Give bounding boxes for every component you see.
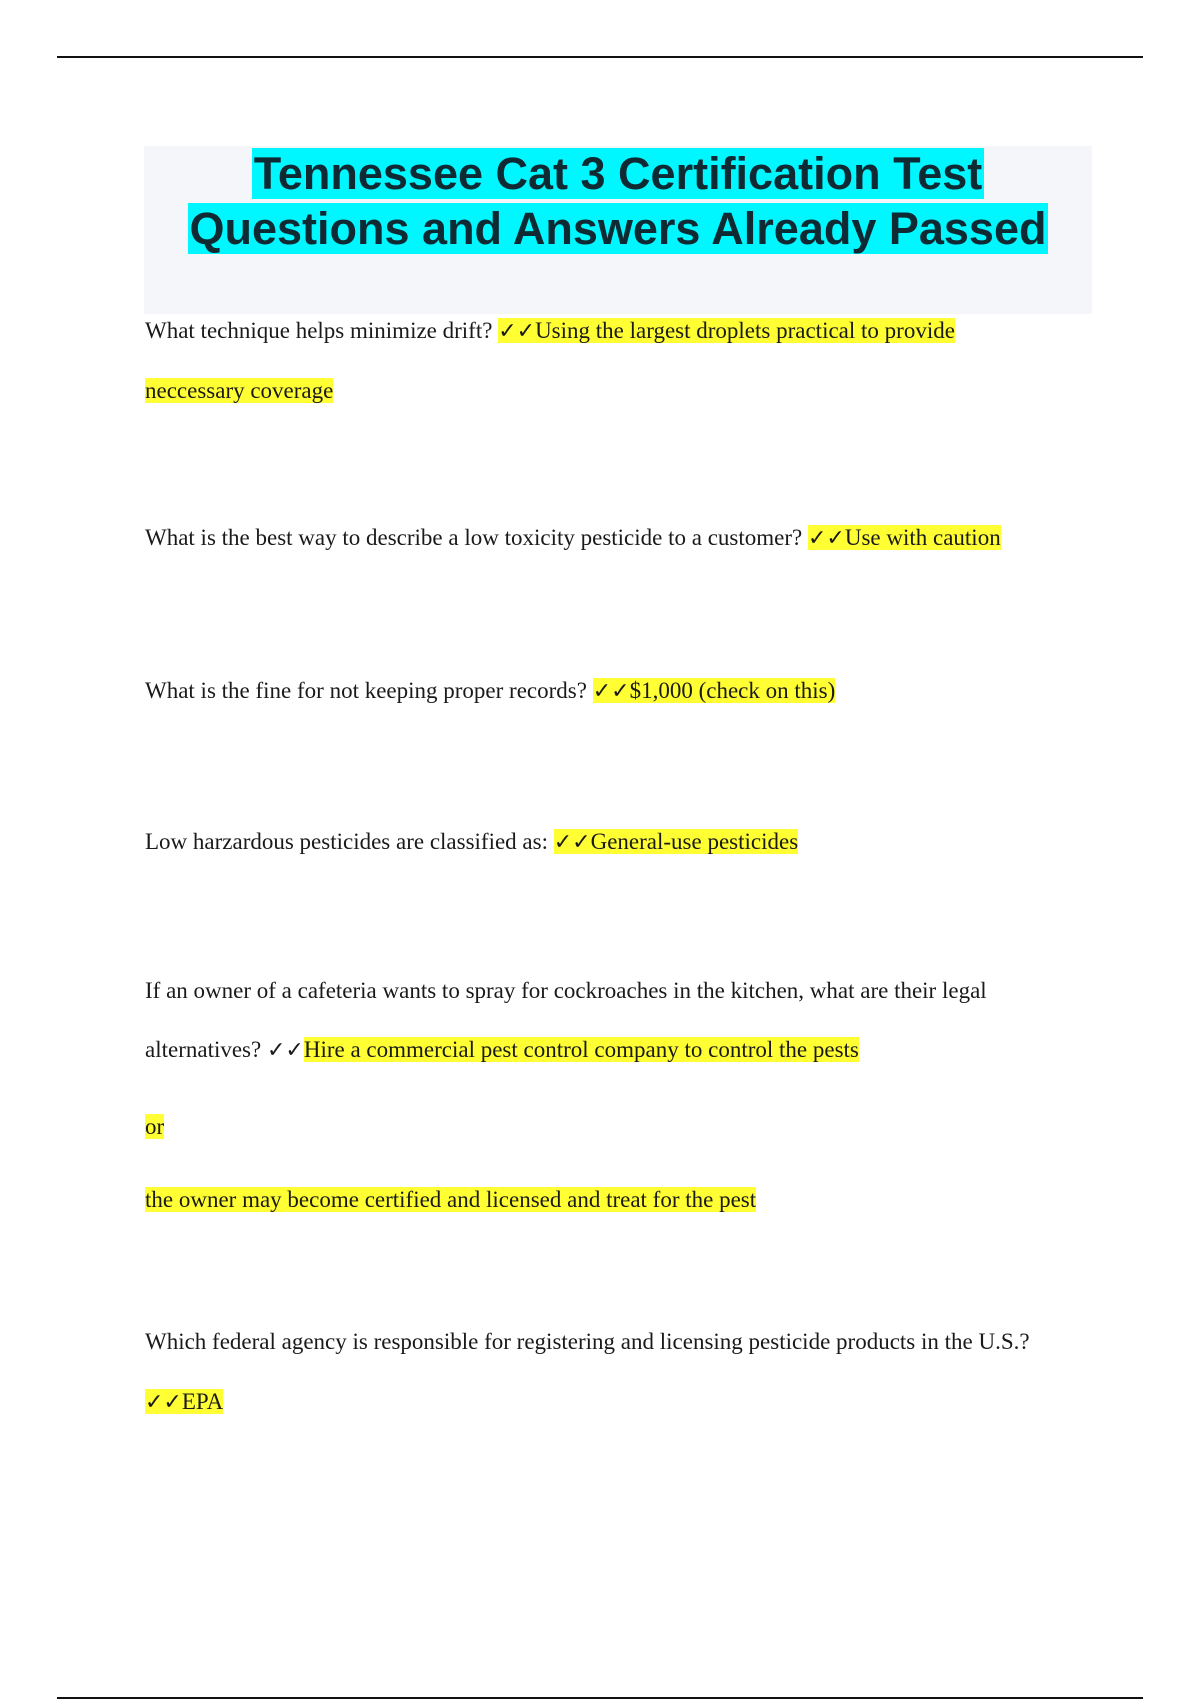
question-text: What technique helps minimize drift? <box>145 318 493 343</box>
double-check-icon: ✓✓ <box>145 1390 182 1415</box>
qa-item-3 <box>145 676 835 707</box>
answer-text-continued: the owner may become certified and licensed and treat for the pest <box>145 1187 757 1212</box>
double-check-icon: ✓✓ <box>266 1038 304 1063</box>
answer-text: Use with caution <box>844 525 1001 550</box>
question-text: What is the fine for not keeping proper records? <box>145 678 587 703</box>
qa-item-1-line-2 <box>145 376 333 406</box>
question-text: Which federal agency is responsible for registering and licensing pesticide products in the U.S.? <box>145 1329 1030 1354</box>
title-line-2: Questions and Answers Already Passed <box>189 203 1047 254</box>
header-rule <box>57 56 1143 58</box>
double-check-icon: ✓✓ <box>592 679 630 704</box>
answer-text: Using the largest droplets practical to provide <box>535 318 955 343</box>
question-text: What is the best way to describe a low toxicity pesticide to a customer? <box>145 525 803 550</box>
answer-text: General-use pesticides <box>590 829 799 854</box>
answer-text-continued: neccessary coverage <box>145 378 334 403</box>
answer-text: $1,000 (check on this) <box>629 678 836 703</box>
double-check-icon: ✓✓ <box>498 319 536 344</box>
answer-text: Hire a commercial pest control company to control the pests <box>303 1037 859 1062</box>
qa-item-6-line-1 <box>145 1327 1030 1357</box>
question-text: If an owner of a cafeteria wants to spray for cockroaches in the kitchen, what are their legal <box>145 978 987 1003</box>
qa-item-5-line-3 <box>145 1112 164 1142</box>
double-check-icon: ✓✓ <box>807 526 845 551</box>
footer-rule <box>57 1697 1143 1699</box>
answer-text: EPA <box>181 1389 224 1414</box>
double-check-icon: ✓✓ <box>553 830 591 855</box>
qa-item-2 <box>145 523 1001 554</box>
title-line-1: Tennessee Cat 3 Certification Test <box>253 148 983 199</box>
qa-item-5-line-4 <box>145 1185 756 1215</box>
qa-item-5-line-1 <box>145 976 987 1006</box>
document-title <box>144 146 1092 256</box>
answer-text-or: or <box>145 1114 165 1139</box>
question-text-continued: alternatives? <box>145 1037 262 1062</box>
qa-item-1-line-1 <box>145 316 955 347</box>
qa-item-6-line-2 <box>145 1387 223 1418</box>
qa-item-4 <box>145 827 798 858</box>
qa-item-5-line-2 <box>145 1035 859 1066</box>
question-text: Low harzardous pesticides are classified as: <box>145 829 548 854</box>
